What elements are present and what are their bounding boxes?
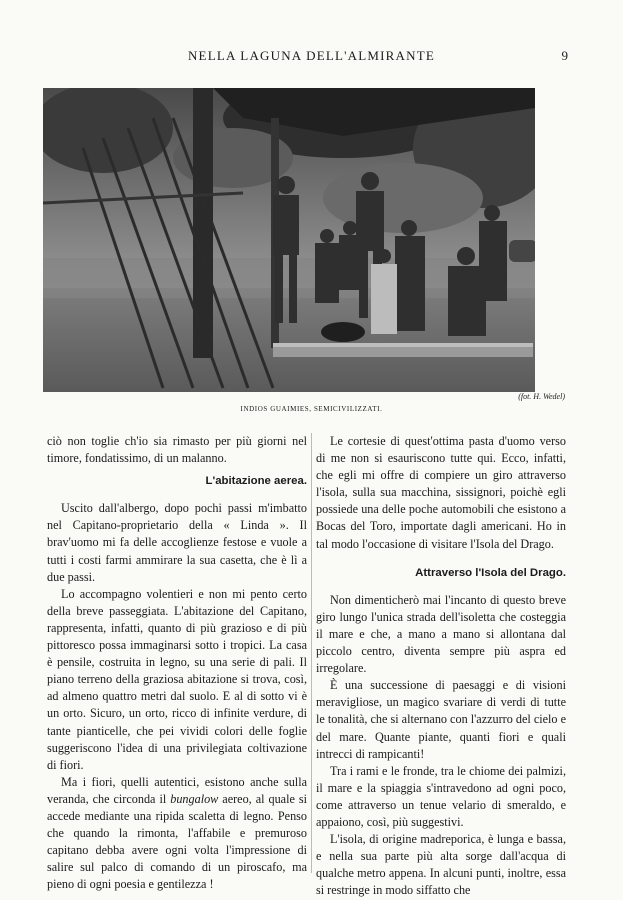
paragraph: L'isola, di origine madreporica, è lunga e bassa, e nella sua parte più alta sorge dall'acqua di qualche metro appena. In alcuni punti, inoltre, essa si restringe in modo siffatto che bbox=[316, 832, 566, 898]
paragraph: Le cortesie di quest'ottima pasta d'uomo verso di me non si esauriscono tutte qui. Ecco, infatti, che egli mi offre di compiere un giro attraverso l'isola, sulla sua macchina, sissignori, poichè egli possiede una delle poche automobili che esistono a Bocas del Toro, importate dagli americani. Ho in tal modo l'occasione di visitare l'Isola del Drago. bbox=[316, 434, 566, 551]
column-divider bbox=[311, 433, 312, 873]
section-heading: Attraverso l'Isola del Drago. bbox=[415, 566, 566, 579]
page-number: 9 bbox=[561, 48, 568, 63]
paragraph bbox=[47, 774, 307, 894]
paragraph-text: Ma i fiori, quelli autentici, esistono anche sulla veranda, che circonda il bbox=[47, 774, 307, 806]
paragraph: Non dimenticherò mai l'incanto di questo breve giro lungo l'unica strada dell'isoletta che costeggia il mare e che, a mano a mano si allontana dal piccolo centro, diventa sempre più aspra ed irregolare. bbox=[316, 592, 566, 676]
running-title: NELLA LAGUNA DELL'ALMIRANTE bbox=[187, 48, 436, 63]
section-heading: L'abitazione aerea. bbox=[205, 475, 307, 488]
figure-caption: INDIOS GUAIMIES, SEMICIVILIZZATI. bbox=[240, 405, 383, 413]
left-column bbox=[47, 433, 307, 893]
photograph bbox=[43, 88, 535, 392]
right-column bbox=[316, 433, 566, 899]
photo-indios-guaimies bbox=[43, 88, 535, 392]
paragraph: Tra i rami e le fronde, tra le chiome dei palmizi, il mare e la spiaggia s'intravedono ad ogni poco, come attraverso un tenue velario di smeraldo, e appaiono, così, più suggestivi. bbox=[316, 763, 566, 829]
italic-term: bungalow bbox=[170, 791, 219, 806]
paragraph: Uscito dall'albergo, dopo pochi passi m'imbatto nel Capitano-proprietario della « Linda ». Il brav'uomo mi fa delle accoglienze festose e vuole a tutti i costi farmi ammirare la sua casetta, che è lì a due passi. bbox=[47, 501, 307, 584]
page-header bbox=[0, 46, 623, 66]
paragraph: È una successione di paesaggi e di visioni meravigliose, un magico svariare di verdi di tutte le tonalità, che si alternano con l'azzurro del cielo e del mare. Quante piante, quanti fiori e quali intrecci di rampicanti! bbox=[316, 678, 566, 761]
paragraph-text: aereo, al quale si accede mediante una ripida scaletta di legno. Penso che quando la rimonta, l'affabile e premuroso capitano debba avere ogni volta l'impressione di salire sul palco di comando di un piroscafo, ma pieno di ogni poesia e gentilezza ! bbox=[47, 791, 307, 892]
paragraph: ciò non toglie ch'io sia rimasto per più giorni nel timore, fondatissimo, di un malanno. bbox=[47, 434, 307, 466]
photo-credit: (fot. H. Wedel) bbox=[518, 392, 565, 401]
paragraph: Lo accompagno volentieri e non mi pento certo della breve passeggiata. L'abitazione del Capitano, rappresenta, infatti, quanto di più grazioso e di più pittoresco possa immaginarsi sotto i tropici. La casa è pensile, costruita in legno, su una serie di pali. Il piano terreno della graziosa abitazione si trova, così, ad almeno quattro metri dal suolo. E al di sotto vi è un orto. Sicuro, un orto, ricco di infinite verdure, di tante pianticelle, che pei vividi colori delle foglie suggeriscono l'idea di una privilegiata coltivazione di fiori. bbox=[47, 586, 307, 772]
